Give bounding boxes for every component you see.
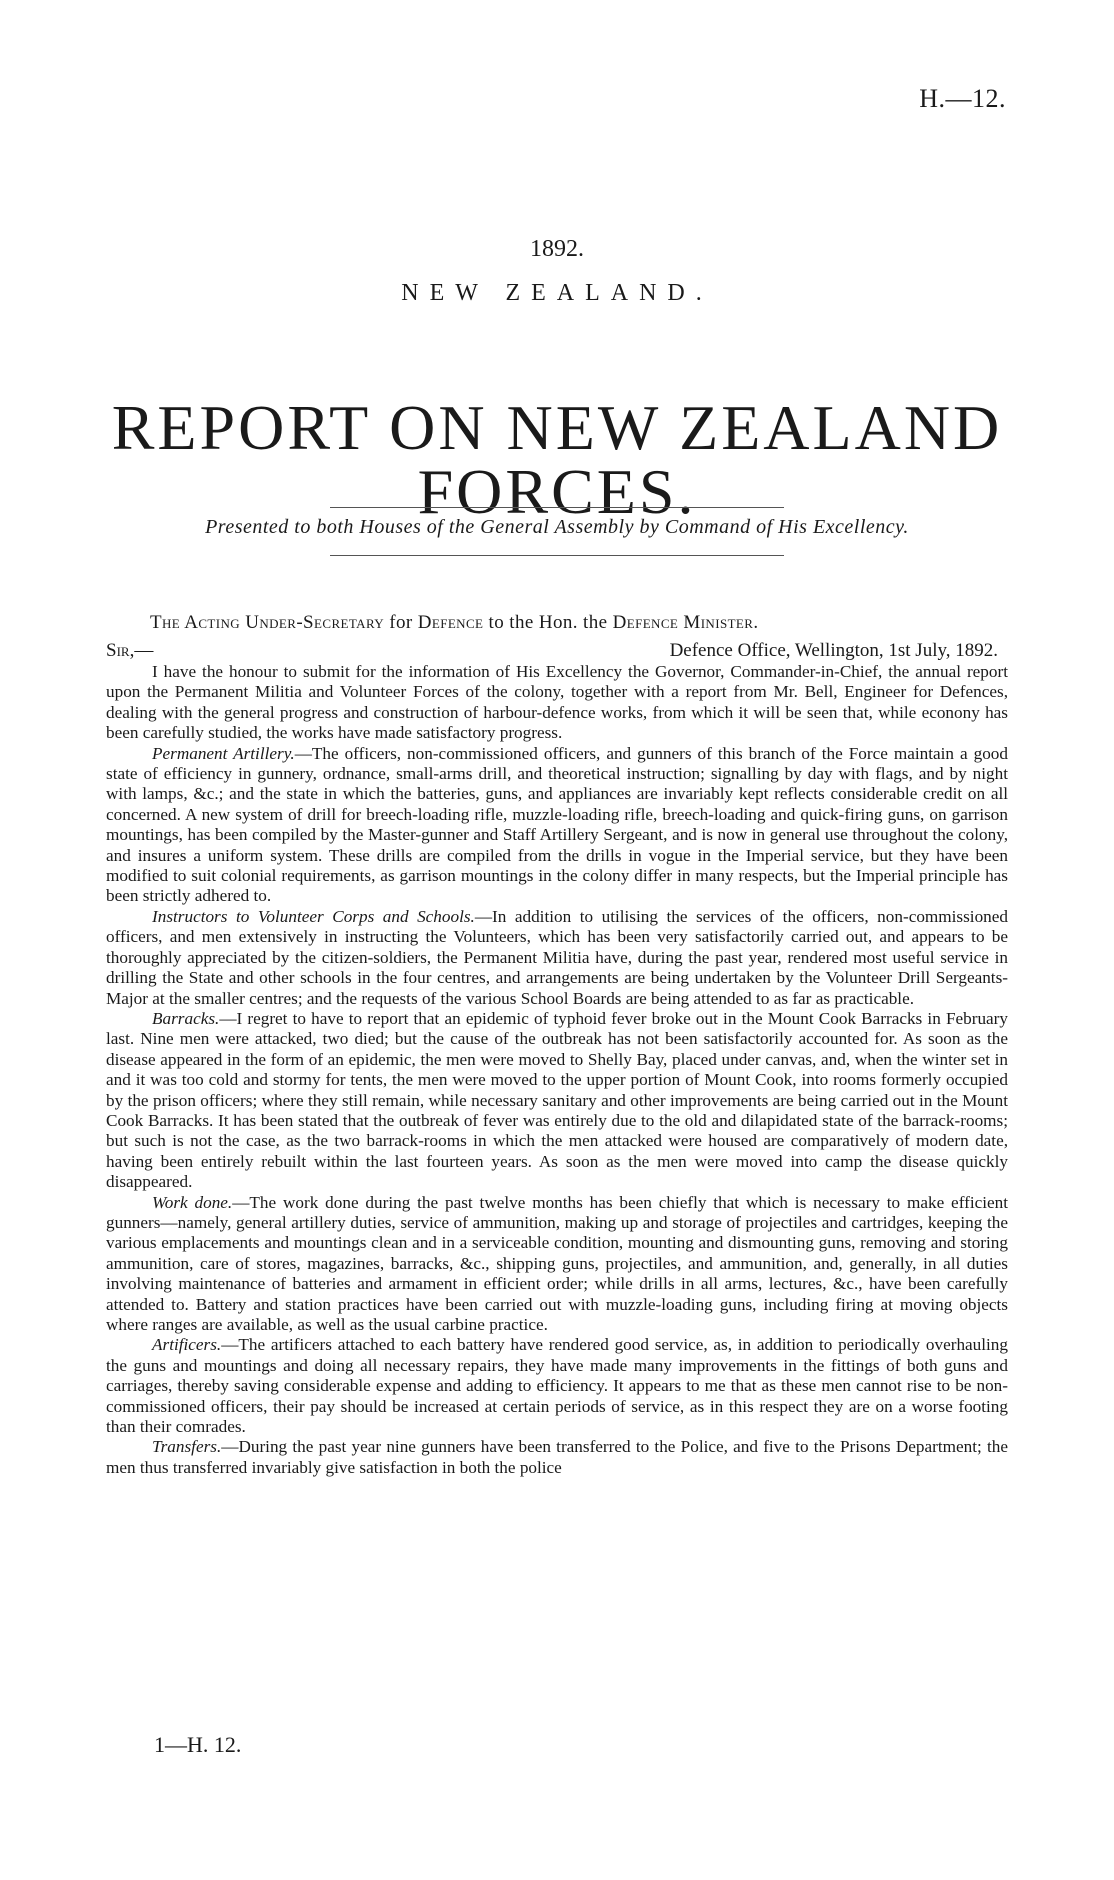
section-text: —In addition to utilising the services of the officers, non-commissioned officers, and men extensively in instructing the Volunteers, which has been very satisfactorily carried out, and appears to be thoroughly appreciated by the citizen-soldiers, the Permanent Militia have, during the past year, rendered most useful service in drilling the State and other schools in the four centres, and arrangements are being undertaken by the Volunteer Drill Sergeants-Major at the smaller centres; and the requests of the various School Boards are being attended to as far as practicable. [106,906,1008,1008]
address-line [150,612,1000,634]
report-title: REPORT ON NEW ZEALAND FORCES. [111,392,1003,527]
section-heading: Instructors to Volunteer Corps and Schools. [152,906,475,926]
section-text: —During the past year nine gunners have been transferred to the Police, and five to the Prisons Department; the men thus transferred invariably give satisfaction in both the police [106,1437,1008,1477]
letter-body [106,662,1008,1478]
section-paragraph [106,1009,1008,1193]
address-from: The Acting Under-Secretary [150,612,385,633]
section-paragraph [106,1335,1008,1437]
section-paragraph [106,1437,1008,1478]
address-department: Defence [417,612,484,633]
bottom-rule [330,555,784,556]
address-to: to the Hon. the [483,612,613,633]
dateline: Defence Office, Wellington, 1st July, 1892. [669,640,998,661]
section-text: —The work done during the past twelve months has been chiefly that which is necessary to make efficient gunners—namely, general artillery duties, service of ammunition, making up and storage of projectiles and cartridges, keeping the various emplacements and mountings clean and in a serviceable condition, mounting and dismounting guns, removing and storing ammunition, care of stores, magazines, barracks, &c., shipping guns, projectiles, and ammunition, and, generally, in all duties involving maintenance of batteries and armament in efficient order; while drills in all arms, lectures, &c., have been carefully attended to. Battery and station practices have been carried out with muzzle-loading guns, including firing at moving objects where ranges are available, as well as the usual carbine practice. [106,1192,1009,1334]
paper-reference: H.—12. [919,84,1006,113]
section-heading: Work done. [152,1192,233,1212]
top-rule [330,507,784,508]
section-text: —The artificers attached to each battery have rendered good service, as, in addition to periodically overhauling the guns and mountings and doing all necessary repairs, they have made many improvements in the fittings of both guns and carriages, thereby saving considerable expense and adding to efficiency. It appears to me that as these men cannot rise to be non-commissioned officers, their pay should be increased at certain periods of service, as in this respect they are on a worse footing than their comrades. [106,1335,1008,1437]
section-paragraph [106,907,1008,1009]
section-heading: Transfers. [152,1437,222,1457]
salutation: Sir,— [106,640,154,661]
section-text: —The officers, non-commissioned officers, and gunners of this branch of the Force maintain a good state of efficiency in gunnery, ordnance, small-arms drill, and theoretical instruction; signalling by day with flags, and by night with lamps, &c.; and the state in which the batteries, guns, and appliances are invariably kept reflects considerable credit on all concerned. A new system of drill for breech-loading rifle, muzzle-loading rifle, breech-loading and quick-firing guns, on garrison mountings, has been compiled by the Master-gunner and Staff Artillery Sergeant, and is now in general use throughout the colony, and insures a uniform system. These drills are compiled from the drills in vogue in the Imperial service, but they have been modified to suit colonial requirements, as garrison mountings in the colony differ in many respects, but the Imperial principle has been strictly adhered to. [106,743,1008,906]
presented-line: Presented to both Houses of the General Assembly by Command of His Excellency. [205,516,909,538]
section-heading: Permanent Artillery. [152,743,295,763]
section-heading: Artificers. [152,1335,222,1355]
country-heading: NEW ZEALAND. [401,280,713,306]
address-for: for [384,612,418,633]
section-paragraph [106,1193,1008,1336]
intro-paragraph: I have the honour to submit for the information of His Excellency the Governor, Commander-in-Chief, the annual report upon the Permanent Militia and Volunteer Forces of the colony, together with a report from Mr. Bell, Engineer for Defences, dealing with the general progress and construction of harbour-defence works, from which it will be seen that, while econony has been carefully studied, the works have made satisfactory progress. [106,662,1008,743]
address-recipient: Defence Minister. [612,612,759,633]
signature-mark: 1—H. 12. [154,1732,242,1757]
year: 1892. [530,236,584,262]
section-paragraph [106,744,1008,907]
section-text: —I regret to have to report that an epidemic of typhoid fever broke out in the Mount Cook Barracks in February last. Nine men were attacked, two died; but the cause of the outbreak has not been satisfactorily accounted for. As soon as the disease appeared in the form of an epidemic, the men were moved to Shelly Bay, placed under canvas, and, when the winter set in and it was too cold and stormy for tents, the men were moved to the upper portion of Mount Cook, into rooms formerly occupied by the prison officers; where they still remain, while necessary sanitary and other improvements are being carried out in the Mount Cook Barracks. It has been stated that the outbreak of fever was entirely due to the old and dilapidated state of the barrack-rooms; but such is not the case, as the two barrack-rooms in which the men attacked were housed are comparatively of modern date, having been entirely rebuilt within the last fourteen years. As soon as the men were moved into camp the disease quickly disappeared. [106,1008,1008,1192]
section-heading: Barracks. [152,1008,220,1028]
